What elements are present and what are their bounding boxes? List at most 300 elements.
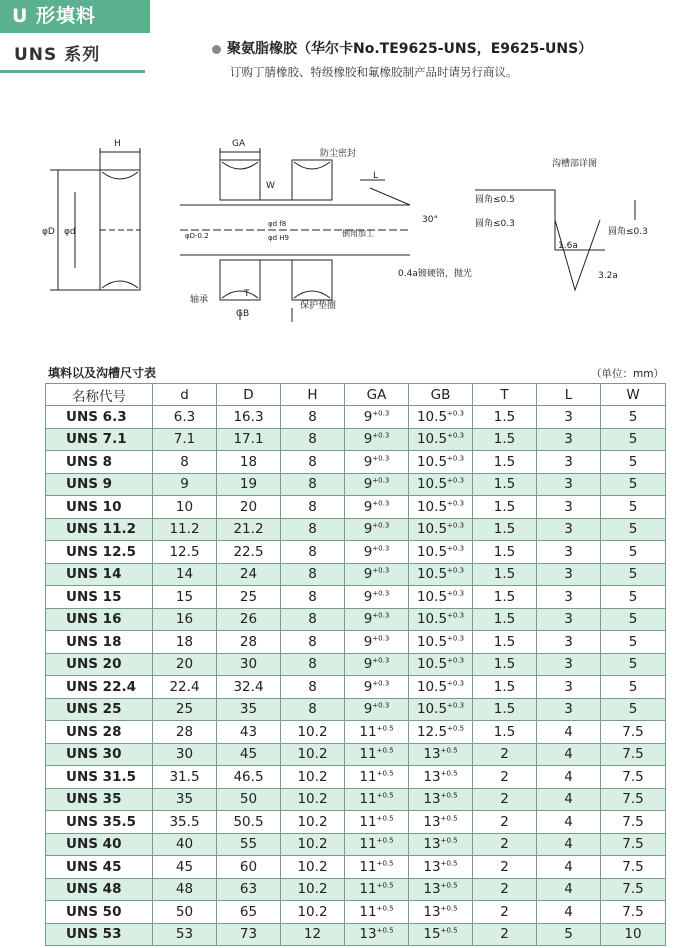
cell-value: UNS 31.5: [66, 768, 136, 785]
cell-D: [217, 923, 281, 946]
cell-value: 9: [363, 633, 373, 650]
col-header-W: W: [601, 384, 666, 406]
cell-value: 35.5: [169, 813, 200, 830]
cell-code: [46, 833, 153, 856]
cell-code: [46, 586, 153, 609]
cell-ga: [345, 698, 409, 721]
cell-w: [601, 901, 666, 924]
cell-value: 12: [303, 926, 322, 943]
cell-value: 7.5: [622, 881, 644, 898]
cell-gb: [409, 788, 473, 811]
cell-H: [281, 541, 345, 564]
cell-d: [153, 766, 217, 789]
cell-value: 5: [628, 678, 638, 695]
cell-value: 11: [359, 813, 377, 830]
table-row: [46, 608, 666, 631]
cell-value: 22.4: [169, 678, 200, 695]
cell-value: 32.4: [233, 678, 264, 695]
tolerance: +0.3: [447, 634, 465, 643]
cell-value: 10.5: [416, 588, 448, 605]
material-note: 订购丁腈橡胶、特级橡胶和氟橡胶制产品时请另行商议。: [230, 65, 518, 79]
table-row: [46, 518, 666, 541]
tolerance: +0.3: [372, 521, 390, 530]
cell-w: [601, 608, 666, 631]
cell-value: UNS 48: [66, 881, 122, 898]
cell-d: [153, 541, 217, 564]
cell-D: [217, 676, 281, 699]
cell-value: 7.5: [622, 858, 644, 875]
cell-value: 9: [363, 543, 373, 560]
cell-value: 8: [308, 453, 317, 470]
cell-d: [153, 856, 217, 879]
cell-value: 35: [175, 791, 194, 808]
cell-value: 16: [175, 611, 194, 628]
cell-code: [46, 856, 153, 879]
cell-value: 4: [564, 813, 573, 830]
cell-value: 8: [308, 476, 317, 493]
cell-ga: [345, 856, 409, 879]
cell-value: 53: [175, 926, 194, 943]
cell-value: 9: [363, 678, 373, 695]
cell-d: [153, 451, 217, 474]
cell-D: [217, 721, 281, 744]
cell-value: 10.5: [416, 543, 448, 560]
cell-value: UNS 18: [66, 633, 122, 650]
cell-H: [281, 721, 345, 744]
cell-value: 8: [180, 453, 189, 470]
tolerance: +0.3: [447, 431, 465, 440]
cell-code: [46, 608, 153, 631]
cell-code: [46, 811, 153, 834]
table-row: [46, 586, 666, 609]
tolerance: +0.3: [372, 679, 390, 688]
table-unit: （单位：mm）: [591, 368, 664, 380]
cell-value: 1.5: [493, 678, 516, 695]
cell-w: [601, 631, 666, 654]
cell-value: 5: [628, 543, 638, 560]
cell-d: [153, 811, 217, 834]
cell-value: 13: [423, 791, 441, 808]
cell-D: [217, 406, 281, 429]
tolerance: +0.5: [376, 881, 394, 890]
cell-value: 1.5: [493, 476, 516, 493]
cell-w: [601, 406, 666, 429]
label-H: H: [114, 139, 121, 149]
cell-value: 20: [175, 656, 194, 673]
tolerance: +0.3: [372, 566, 390, 575]
cell-value: 2: [500, 813, 509, 830]
cell-ga: [345, 743, 409, 766]
cell-value: 2: [500, 858, 509, 875]
tolerance: +0.3: [447, 409, 465, 418]
cell-value: 10: [624, 926, 642, 943]
cell-gb: [409, 406, 473, 429]
cell-t: [473, 518, 537, 541]
cell-value: 2: [500, 836, 509, 853]
tolerance: +0.5: [376, 724, 394, 733]
tolerance: +0.5: [440, 814, 458, 823]
cell-code: [46, 406, 153, 429]
col-header-code: 名称代号: [46, 384, 153, 406]
cell-value: 9: [363, 408, 373, 425]
cell-gb: [409, 586, 473, 609]
cell-value: 9: [363, 701, 373, 718]
cell-value: 10.5: [416, 498, 448, 515]
cell-value: 3: [564, 453, 573, 470]
cell-value: 3: [564, 566, 573, 583]
cell-value: 7.5: [622, 903, 644, 920]
cell-t: [473, 833, 537, 856]
table-row: [46, 856, 666, 879]
cell-H: [281, 923, 345, 946]
cell-code: [46, 496, 153, 519]
cell-value: 60: [239, 858, 258, 875]
cell-value: UNS 11.2: [66, 521, 136, 538]
cell-value: 3: [564, 656, 573, 673]
cell-gb: [409, 901, 473, 924]
cell-H: [281, 451, 345, 474]
table-caption: 填料以及沟槽尺寸表: [48, 366, 157, 380]
cell-value: 10.5: [416, 678, 448, 695]
tolerance: +0.5: [440, 769, 458, 778]
cell-l: [537, 586, 601, 609]
cell-l: [537, 766, 601, 789]
cell-value: 1.5: [493, 723, 516, 740]
cell-l: [537, 496, 601, 519]
cell-t: [473, 406, 537, 429]
cell-value: 4: [564, 903, 573, 920]
cell-H: [281, 406, 345, 429]
label-phiD: φD: [42, 227, 55, 237]
cell-code: [46, 698, 153, 721]
cell-code: [46, 721, 153, 744]
cell-w: [601, 698, 666, 721]
cell-gb: [409, 721, 473, 744]
cell-t: [473, 451, 537, 474]
cell-d: [153, 586, 217, 609]
cell-value: 8: [308, 431, 317, 448]
cell-value: 11: [359, 881, 377, 898]
tolerance: +0.5: [447, 724, 465, 733]
cell-D: [217, 473, 281, 496]
cell-code: [46, 541, 153, 564]
label-GB: GB: [236, 309, 250, 319]
cell-value: 2: [500, 926, 509, 943]
cell-value: 14: [175, 566, 194, 583]
label-surface-note: 0.4a镀硬铬，抛光: [398, 269, 472, 279]
cell-ga: [345, 766, 409, 789]
table-body: [46, 406, 666, 946]
packing-section-view: [50, 148, 140, 290]
cell-D: [217, 901, 281, 924]
cell-value: 15: [175, 588, 194, 605]
cell-t: [473, 563, 537, 586]
cell-ga: [345, 878, 409, 901]
cell-value: 13: [423, 903, 441, 920]
cell-value: 8: [308, 656, 317, 673]
cell-t: [473, 811, 537, 834]
cell-gb: [409, 541, 473, 564]
cell-value: 10.5: [416, 611, 448, 628]
cell-value: UNS 53: [66, 926, 122, 943]
cell-gb: [409, 518, 473, 541]
cell-code: [46, 631, 153, 654]
cell-t: [473, 901, 537, 924]
cell-value: 9: [363, 656, 373, 673]
cell-value: 2: [500, 791, 509, 808]
cell-value: 11: [359, 791, 377, 808]
cell-w: [601, 856, 666, 879]
label-L: L: [373, 171, 379, 181]
cell-value: 18: [175, 633, 194, 650]
table-row: [46, 721, 666, 744]
cell-d: [153, 473, 217, 496]
cell-t: [473, 743, 537, 766]
cell-value: 5: [628, 476, 638, 493]
cell-gb: [409, 811, 473, 834]
cell-value: 13: [423, 813, 441, 830]
cell-code: [46, 653, 153, 676]
table-row: [46, 631, 666, 654]
label-T: T: [244, 289, 250, 299]
cell-value: UNS 45: [66, 858, 122, 875]
cell-value: 11.2: [169, 521, 200, 538]
cell-H: [281, 698, 345, 721]
cell-d: [153, 698, 217, 721]
table-row: [46, 766, 666, 789]
cell-value: 10.5: [416, 521, 448, 538]
cell-code: [46, 878, 153, 901]
table-row: [46, 811, 666, 834]
cell-D: [217, 811, 281, 834]
cell-l: [537, 428, 601, 451]
table-row: [46, 563, 666, 586]
cell-gb: [409, 923, 473, 946]
cell-d: [153, 743, 217, 766]
cell-value: 9: [363, 588, 373, 605]
cell-w: [601, 451, 666, 474]
cell-value: 7.5: [622, 768, 644, 785]
cell-w: [601, 541, 666, 564]
col-header-H: H: [281, 384, 345, 406]
cell-value: 5: [628, 498, 638, 515]
cell-value: 5: [628, 656, 638, 673]
cell-value: 30: [175, 746, 194, 763]
cell-D: [217, 451, 281, 474]
cell-value: 9: [363, 498, 373, 515]
cell-w: [601, 653, 666, 676]
cell-value: UNS 9: [66, 476, 113, 493]
cell-gb: [409, 698, 473, 721]
tolerance: +0.5: [440, 904, 458, 913]
cell-code: [46, 473, 153, 496]
cell-ga: [345, 541, 409, 564]
table-row: [46, 496, 666, 519]
cell-ga: [345, 473, 409, 496]
cell-d: [153, 923, 217, 946]
bullet-dot-icon: [212, 45, 221, 54]
label-phid-h9: φd H9: [268, 234, 290, 242]
cell-l: [537, 563, 601, 586]
cell-gb: [409, 631, 473, 654]
label-phiD2: φD-0.2: [185, 232, 209, 240]
cell-value: 5: [628, 588, 638, 605]
table-row: [46, 901, 666, 924]
tolerance: +0.3: [447, 544, 465, 553]
cell-value: 10.5: [416, 656, 448, 673]
cell-value: 8: [308, 611, 317, 628]
cell-value: UNS 7.1: [66, 431, 127, 448]
cell-value: 3: [564, 431, 573, 448]
cell-H: [281, 608, 345, 631]
cell-l: [537, 406, 601, 429]
cell-w: [601, 473, 666, 496]
cell-value: 1.5: [493, 521, 516, 538]
tolerance: +0.3: [372, 611, 390, 620]
cell-value: 8: [308, 498, 317, 515]
cell-w: [601, 586, 666, 609]
tolerance: +0.5: [440, 859, 458, 868]
cell-value: 40: [175, 836, 194, 853]
cell-value: 13: [359, 926, 377, 943]
cell-value: 26: [239, 611, 258, 628]
cell-D: [217, 788, 281, 811]
cell-d: [153, 631, 217, 654]
cell-code: [46, 676, 153, 699]
cell-code: [46, 518, 153, 541]
tolerance: +0.3: [447, 589, 465, 598]
label-roughness-16: 1.6a: [558, 241, 578, 251]
cell-value: 1.5: [493, 498, 516, 515]
cell-value: 9: [180, 476, 189, 493]
cell-H: [281, 631, 345, 654]
cell-ga: [345, 451, 409, 474]
tolerance: +0.3: [372, 499, 390, 508]
cell-D: [217, 878, 281, 901]
cell-value: 2: [500, 903, 509, 920]
cell-ga: [345, 653, 409, 676]
table-header-row: [46, 384, 666, 406]
cell-gb: [409, 743, 473, 766]
cell-value: 10.5: [416, 633, 448, 650]
cell-D: [217, 608, 281, 631]
cell-value: 5: [628, 408, 638, 425]
cell-value: UNS 22.4: [66, 678, 136, 695]
cell-value: 4: [564, 768, 573, 785]
cell-value: 4: [564, 836, 573, 853]
seal-installation-drawing: [30, 130, 670, 330]
cell-value: 22.5: [233, 543, 264, 560]
cell-value: UNS 14: [66, 566, 122, 583]
cell-value: 5: [628, 431, 638, 448]
cell-w: [601, 788, 666, 811]
cell-t: [473, 608, 537, 631]
label-chamfer: 倒角加工: [342, 229, 374, 238]
cell-value: 10.5: [416, 701, 448, 718]
cell-l: [537, 878, 601, 901]
table-row: [46, 541, 666, 564]
material-heading: [212, 38, 592, 58]
cell-value: 1.5: [493, 701, 516, 718]
table-row: [46, 743, 666, 766]
cell-ga: [345, 586, 409, 609]
cell-value: 28: [175, 723, 194, 740]
cell-value: 48: [175, 881, 194, 898]
cell-l: [537, 833, 601, 856]
cell-value: 8: [308, 566, 317, 583]
cell-value: 9: [363, 521, 373, 538]
cell-value: 45: [239, 746, 258, 763]
cell-value: UNS 50: [66, 903, 122, 920]
tolerance: +0.3: [447, 566, 465, 575]
cell-l: [537, 541, 601, 564]
cell-value: 10.5: [416, 408, 448, 425]
label-GA: GA: [232, 139, 246, 149]
cell-value: 10.5: [416, 431, 448, 448]
cell-value: 73: [239, 926, 258, 943]
cell-t: [473, 653, 537, 676]
cell-t: [473, 721, 537, 744]
cell-l: [537, 676, 601, 699]
cell-t: [473, 496, 537, 519]
tolerance: +0.3: [372, 634, 390, 643]
tolerance: +0.5: [376, 814, 394, 823]
label-round-03-left: 圆角≤0.3: [475, 219, 515, 229]
cell-value: 1.5: [493, 431, 516, 448]
cell-t: [473, 856, 537, 879]
cell-value: 8: [308, 521, 317, 538]
cell-d: [153, 901, 217, 924]
tolerance: +0.3: [372, 409, 390, 418]
cell-w: [601, 923, 666, 946]
cell-value: 5: [628, 701, 638, 718]
cell-H: [281, 676, 345, 699]
cell-ga: [345, 676, 409, 699]
cell-ga: [345, 406, 409, 429]
cell-l: [537, 811, 601, 834]
cell-value: 3: [564, 588, 573, 605]
cell-value: 3: [564, 678, 573, 695]
tolerance: +0.3: [372, 454, 390, 463]
cell-d: [153, 428, 217, 451]
cell-l: [537, 901, 601, 924]
cell-value: 20: [239, 498, 258, 515]
cell-D: [217, 856, 281, 879]
tolerance: +0.3: [372, 656, 390, 665]
cell-D: [217, 563, 281, 586]
cell-value: UNS 10: [66, 498, 122, 515]
cell-D: [217, 428, 281, 451]
cell-value: 13: [423, 768, 441, 785]
cell-code: [46, 743, 153, 766]
cell-ga: [345, 721, 409, 744]
cell-value: 50: [175, 903, 194, 920]
cell-H: [281, 878, 345, 901]
cell-value: 4: [564, 858, 573, 875]
cell-value: 7.5: [622, 791, 644, 808]
cell-value: 1.5: [493, 543, 516, 560]
cell-w: [601, 766, 666, 789]
cell-H: [281, 653, 345, 676]
tolerance: +0.5: [440, 791, 458, 800]
tolerance: +0.3: [447, 454, 465, 463]
cell-D: [217, 586, 281, 609]
cell-value: 11: [359, 723, 377, 740]
cell-value: 4: [564, 723, 573, 740]
cell-ga: [345, 788, 409, 811]
cell-code: [46, 563, 153, 586]
cell-value: 31.5: [169, 768, 200, 785]
